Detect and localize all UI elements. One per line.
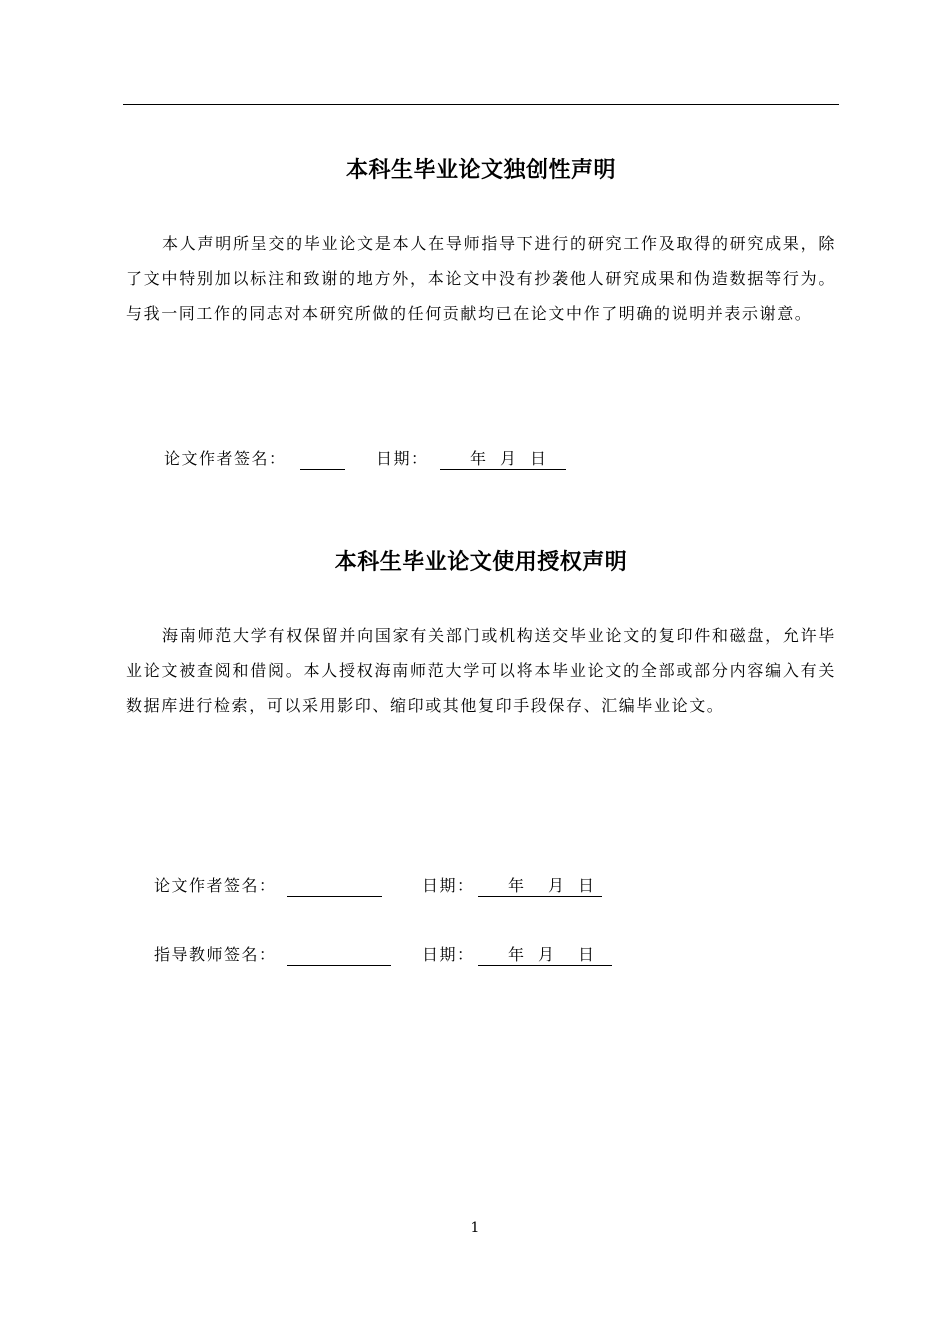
advisor-signature-blank[interactable]: [287, 943, 391, 966]
year-label: 年: [508, 945, 526, 964]
author-signature-label: 论文作者签名：: [154, 876, 277, 895]
month-label: 月: [548, 876, 566, 895]
author-signature-blank[interactable]: [287, 874, 382, 897]
day-label: 日: [578, 945, 596, 964]
originality-declaration-title: 本科生毕业论文独创性声明: [345, 158, 616, 183]
year-label: 年: [508, 876, 526, 895]
originality-declaration-body: 本人声明所呈交的毕业论文是本人在导师指导下进行的研究工作及取得的研究成果，除了文中特别加以标注和致谢的地方外，本论文中没有抄袭他人研究成果和伪造数据等行为。与我一同工作的同志对本研究所做的任何贡献均已在论文中作了明确的说明并表示谢意。: [126, 234, 836, 323]
year-label: 年: [470, 449, 488, 468]
date-label: 日期：: [422, 945, 475, 964]
date-label: 日期：: [422, 876, 475, 895]
month-label: 月: [500, 449, 518, 468]
advisor-signature-label: 指导教师签名：: [154, 945, 277, 964]
author-signature-label: 论文作者签名：: [164, 449, 287, 468]
authorization-declaration-title: 本科生毕业论文使用授权声明: [334, 550, 628, 575]
header-rule: [123, 104, 839, 105]
author-signature-blank[interactable]: [300, 447, 345, 470]
day-label: 日: [578, 876, 596, 895]
month-label: 月: [538, 945, 556, 964]
page-number: 1: [470, 1220, 480, 1236]
date-label: 日期：: [376, 449, 429, 468]
authorization-declaration-body: 海南师范大学有权保留并向国家有关部门或机构送交毕业论文的复印件和磁盘，允许毕业论文被查阅和借阅。本人授权海南师范大学可以将本毕业论文的全部或部分内容编入有关数据库进行检索，可以采用影印、缩印或其他复印手段保存、汇编毕业论文。: [126, 626, 836, 715]
day-label: 日: [530, 449, 548, 468]
